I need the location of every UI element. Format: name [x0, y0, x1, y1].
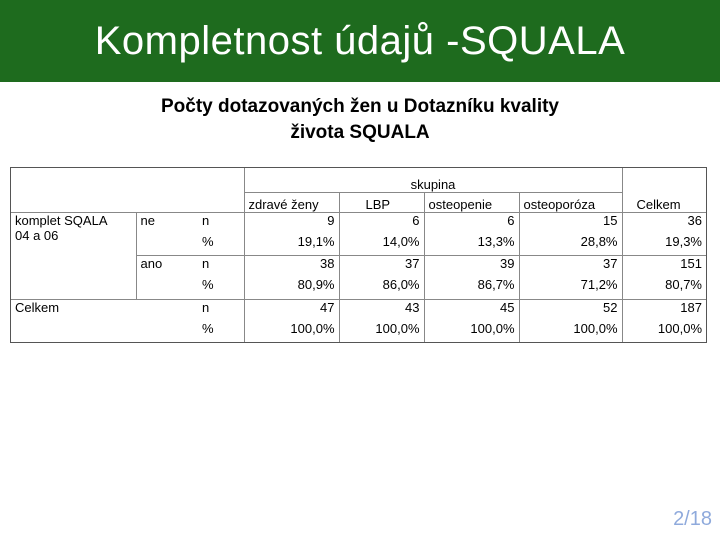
table-cell: 13,3%	[424, 234, 519, 256]
row-label-line-2: 04 a 06	[15, 227, 59, 243]
stat-label: n	[198, 256, 244, 278]
column-header: zdravé ženy	[244, 192, 339, 212]
column-header: Celkem	[622, 192, 706, 212]
stat-label: %	[202, 277, 214, 293]
table-cell: 37	[519, 256, 622, 278]
slide-title: Kompletnost údajů -SQUALA	[94, 18, 626, 63]
group-header: skupina	[244, 168, 622, 192]
table-cell: 86,7%	[424, 277, 519, 299]
table-cell: 187	[622, 299, 706, 321]
table-cell: 100,0%	[339, 321, 424, 342]
header-row-1	[11, 168, 706, 192]
table-cell: 19,1%	[244, 234, 339, 256]
table-cell: 38	[244, 256, 339, 278]
table-cell: 37	[339, 256, 424, 278]
table-cell: 52	[519, 299, 622, 321]
table-cell: 100,0%	[622, 321, 706, 342]
header-row-2	[11, 192, 706, 212]
table-cell: 36	[622, 212, 706, 234]
slide-subtitle	[80, 94, 640, 146]
column-header: osteopenie	[424, 192, 519, 212]
table-cell: 80,7%	[622, 277, 706, 299]
table-cell: 14,0%	[339, 234, 424, 256]
category-label: ne	[136, 212, 198, 256]
category-label: ano	[136, 256, 198, 300]
row-label-line-1: komplet SQALA	[15, 212, 108, 228]
table-cell: 39	[424, 256, 519, 278]
stat-label: %	[202, 233, 214, 249]
subtitle-line-1: Počty dotazovaných žen u Dotazníku kvality	[160, 96, 560, 117]
stat-label: %	[202, 320, 214, 336]
stat-label: n	[202, 299, 210, 315]
table-cell: 100,0%	[424, 321, 519, 342]
table-cell: 47	[244, 299, 339, 321]
page-number: 2/18	[673, 508, 712, 530]
stat-label: n	[202, 212, 210, 228]
table-cell: 86,0%	[339, 277, 424, 299]
table-cell: 151	[622, 256, 706, 278]
table-cell: 43	[339, 299, 424, 321]
data-table	[10, 167, 707, 343]
table-cell: 71,2%	[519, 277, 622, 299]
title-bar	[0, 0, 720, 82]
total-label: Celkem	[15, 299, 60, 315]
table-cell: 19,3%	[622, 234, 706, 256]
table-cell: 9	[244, 212, 339, 234]
table-cell: 80,9%	[244, 277, 339, 299]
table-row	[11, 212, 706, 234]
subtitle-line-2: života SQUALA	[290, 122, 430, 143]
column-header: osteoporóza	[519, 192, 622, 212]
table-cell: 28,8%	[519, 234, 622, 256]
table-cell: 100,0%	[244, 321, 339, 342]
column-header: LBP	[339, 192, 424, 212]
table-cell: 45	[424, 299, 519, 321]
table-cell: 100,0%	[519, 321, 622, 342]
table-row	[11, 299, 706, 321]
table-cell: 6	[339, 212, 424, 234]
table-cell: 6	[424, 212, 519, 234]
table-cell: 15	[519, 212, 622, 234]
row-label	[11, 212, 136, 299]
